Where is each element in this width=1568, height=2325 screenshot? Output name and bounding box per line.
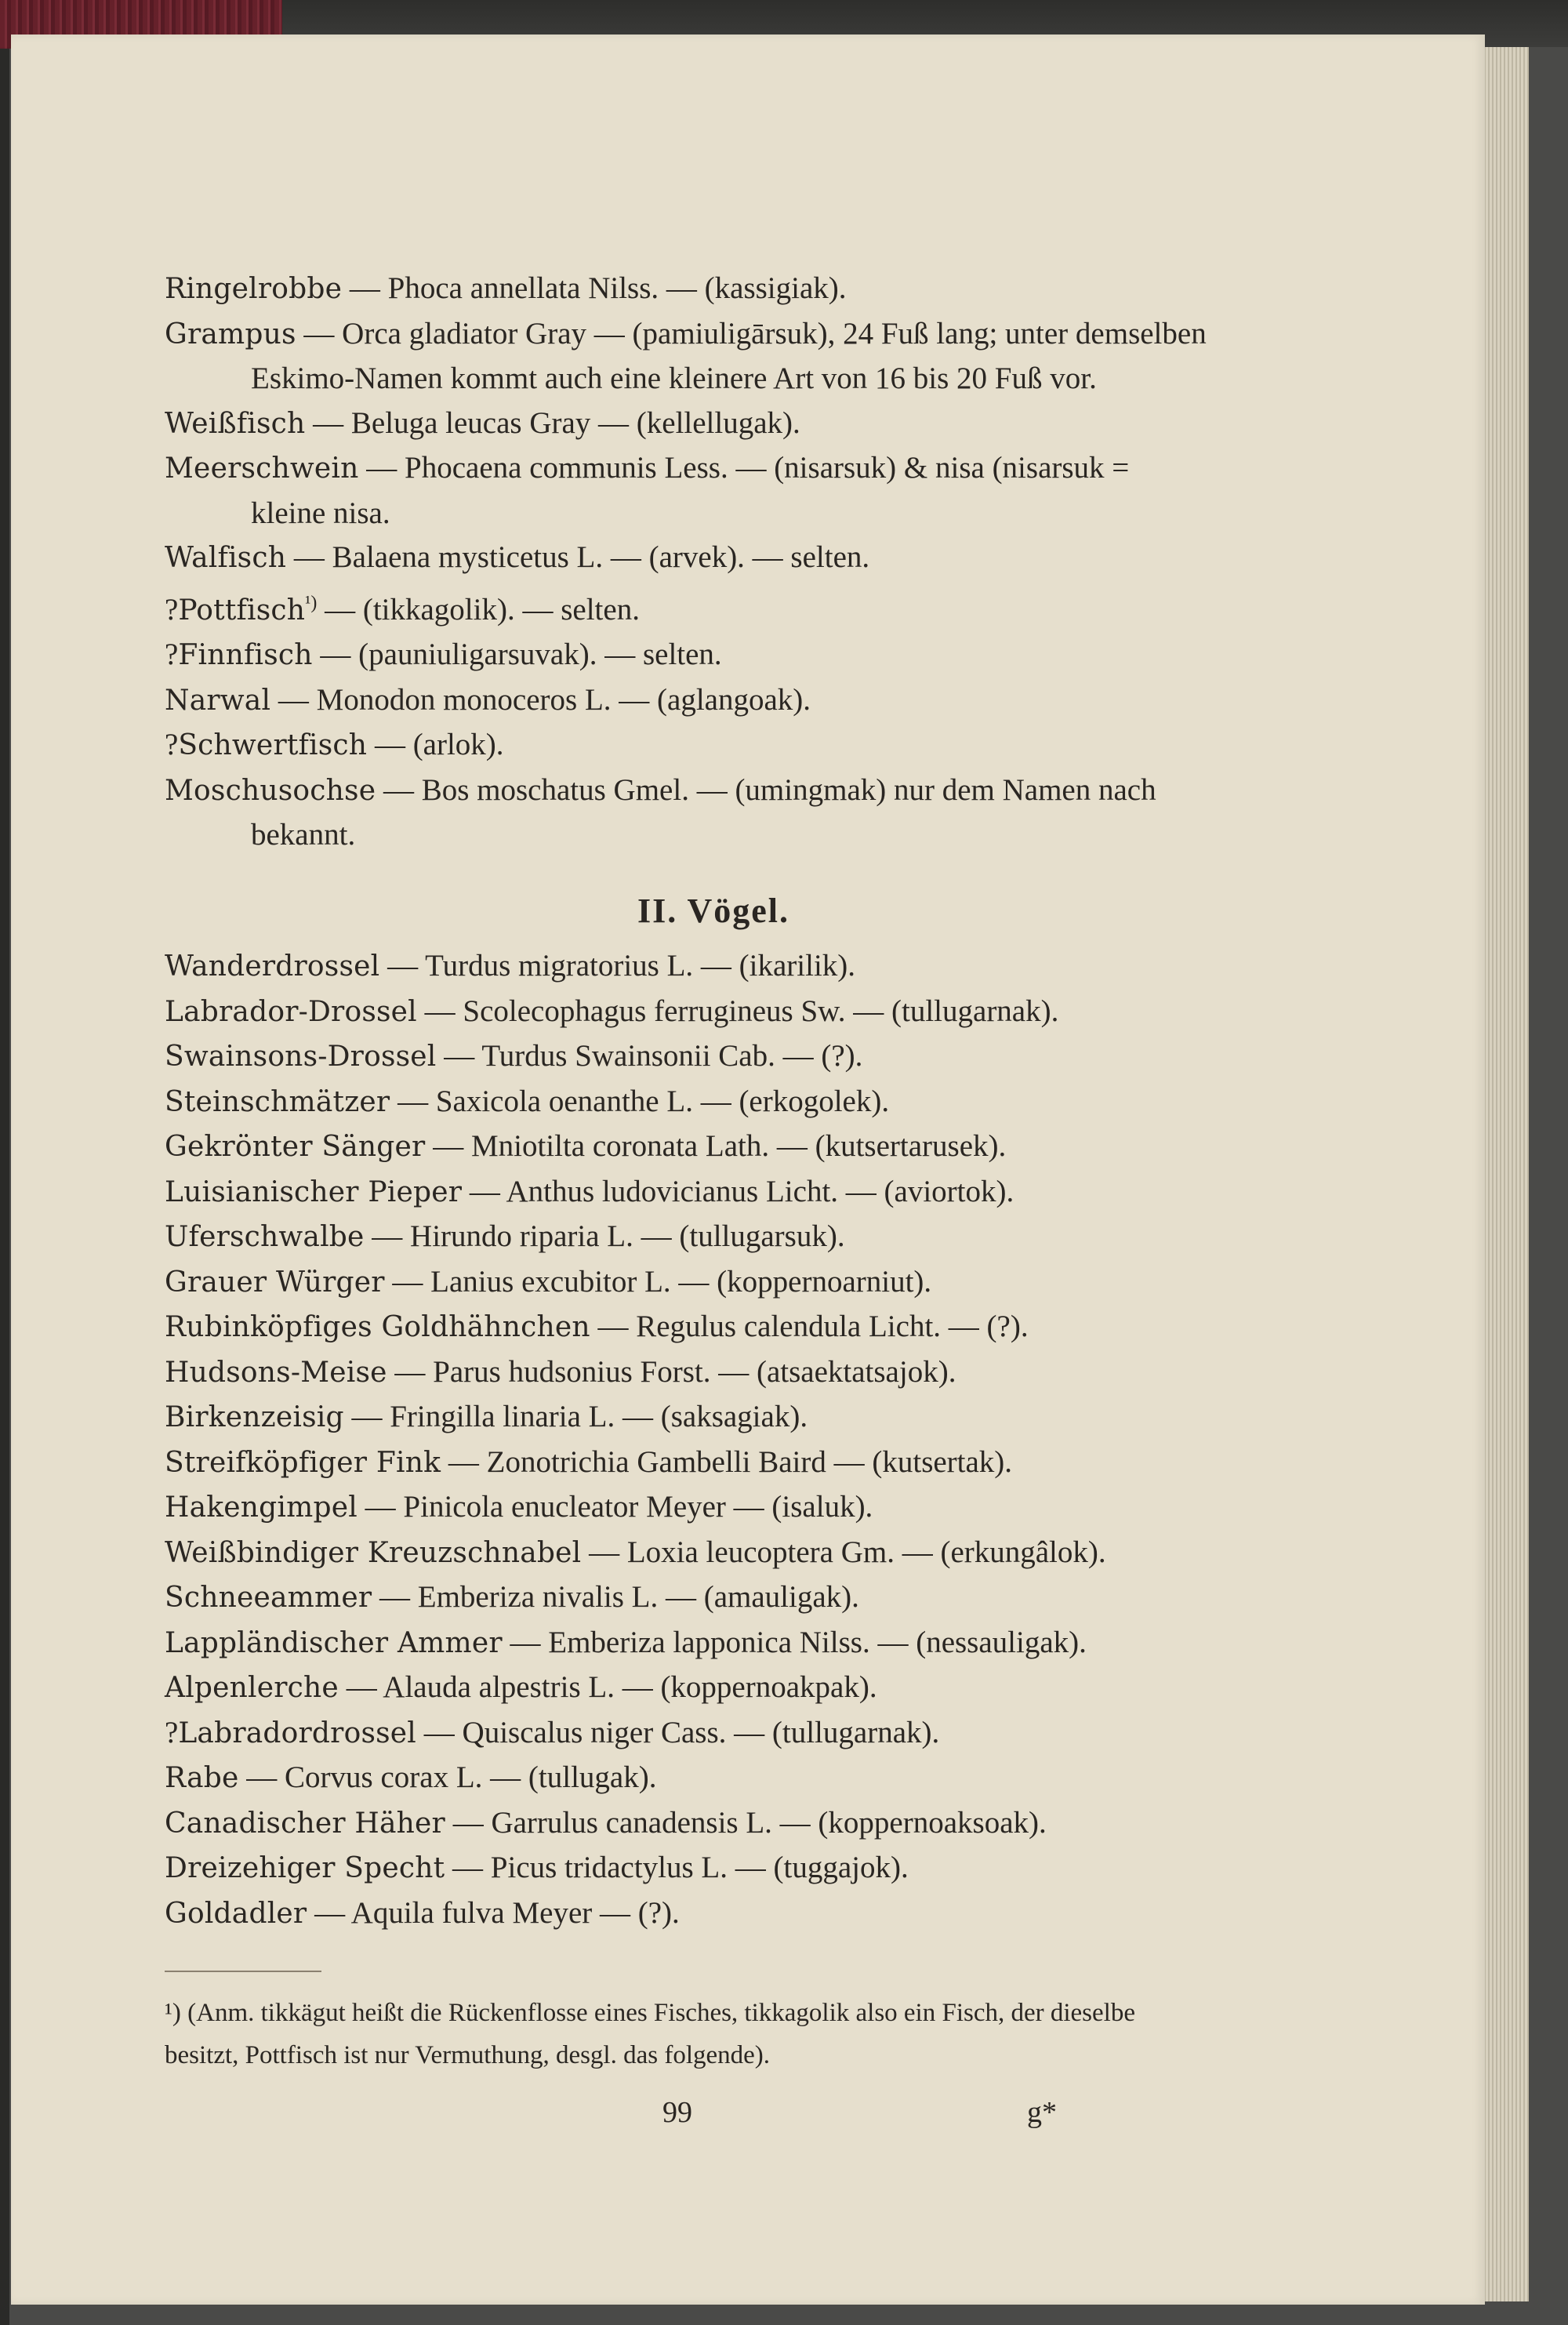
german-name: Meerschwein: [165, 452, 359, 485]
species-description: — Emberiza lapponica Nilss. — (nessauligak).: [502, 1625, 1087, 1659]
species-description: — Parus hudsonius Forst. — (atsaektatsajok).: [387, 1354, 956, 1389]
species-entry: [165, 581, 1207, 634]
german-name: Alpenlerche: [165, 1672, 339, 1704]
species-description: — Loxia leucoptera Gm. — (erkungâlok).: [581, 1535, 1106, 1569]
species-description: — Pinicola enucleator Meyer — (isaluk).: [357, 1490, 873, 1524]
species-entry: [165, 312, 1207, 401]
species-entry: [165, 1440, 1207, 1486]
species-entry: [165, 1124, 1207, 1170]
german-name: Hudsons-Meise: [165, 1356, 387, 1389]
uncertain-marker: ?: [165, 638, 179, 671]
species-description: — Turdus Swainsonii Cab. — (?).: [436, 1039, 863, 1073]
species-description: — (pauniuligarsuvak). — selten.: [312, 638, 722, 671]
german-name: Grampus: [165, 318, 296, 351]
species-description: — (arlok).: [367, 728, 504, 761]
german-name: Canadischer Häher: [165, 1807, 445, 1840]
species-entry: [165, 1711, 1207, 1756]
species-entry: [165, 678, 1207, 724]
german-name: Streifköpfiger Fink: [165, 1446, 441, 1479]
species-entry: [165, 401, 1207, 447]
german-name: Narwal: [165, 684, 271, 717]
german-name: Weißbindiger Kreuzschnabel: [165, 1536, 582, 1569]
species-description: — Emberiza nivalis L. — (amauligak).: [372, 1580, 859, 1614]
footnote-reference: ¹): [305, 592, 318, 613]
german-name: Ringelrobbe: [165, 273, 343, 305]
species-description: — Hirundo riparia L. — (tullugarsuk).: [364, 1219, 845, 1253]
species-entry: [165, 446, 1207, 536]
german-name: Hakengimpel: [165, 1491, 358, 1524]
german-name: Schwertfisch: [178, 729, 368, 761]
bird-list: [165, 944, 1207, 1936]
footnote-divider: [165, 1971, 321, 1972]
species-entry: [165, 1034, 1207, 1080]
species-description: — Quiscalus niger Cass. — (tullugarnak).: [416, 1715, 940, 1749]
species-description: — Scolecophagus ferrugineus Sw. — (tullugarnak).: [416, 994, 1059, 1028]
species-entry: [165, 1170, 1207, 1215]
species-entry: [165, 1666, 1207, 1711]
mammal-list: [165, 267, 1207, 858]
species-description: — Lanius excubitor L. — (koppernoarniut).: [384, 1264, 932, 1299]
species-description: — Corvus corax L. — (tullugak).: [238, 1760, 657, 1794]
species-description: — Phocaena communis Less. — (nisarsuk) & nisa (nisarsuk = kleine nisa.: [251, 451, 1130, 530]
species-description: — Monodon monoceros L. — (aglangoak).: [270, 682, 811, 717]
german-name: Goldadler: [165, 1897, 307, 1930]
species-entry: [165, 1575, 1207, 1621]
german-name: Walfisch: [165, 542, 287, 574]
german-name: Labrador-Drossel: [165, 995, 417, 1028]
footnote-mark: ¹): [165, 1999, 181, 2027]
species-entry: [165, 1080, 1207, 1125]
german-name: Gekrönter Sänger: [165, 1131, 426, 1163]
species-entry: [165, 1215, 1207, 1260]
species-description: — Turdus migratorius L. — (ikarilik).: [379, 949, 856, 983]
german-name: Swainsons-Drossel: [165, 1041, 437, 1073]
species-description: — Zonotrichia Gambelli Baird — (kutsertak).: [441, 1444, 1013, 1479]
section-heading: II. Vögel.: [637, 891, 789, 930]
species-description: — Alauda alpestris L. — (koppernoakpak).: [338, 1670, 877, 1704]
german-name: Schneeammer: [165, 1582, 372, 1614]
species-description: — Orca gladiator Gray — (pamiuligārsuk), 24 Fuß lang; unter demselben Eskimo-Namen kommt auch eine kleinere Art von 16 bis 20 Fuß vor.: [251, 316, 1207, 395]
german-name: Lappländischer Ammer: [165, 1626, 503, 1659]
species-description: — Aquila fulva Meyer — (?).: [307, 1895, 680, 1930]
species-description: — Mniotilta coronata Lath. — (kutsertarusek).: [425, 1129, 1007, 1163]
species-entry: [165, 1846, 1207, 1891]
footnote: [165, 1992, 1200, 2076]
species-entry: [165, 267, 1207, 312]
species-entry: [165, 768, 1207, 858]
german-name: Steinschmätzer: [165, 1085, 390, 1118]
german-name: Uferschwalbe: [165, 1221, 365, 1253]
species-entry: [165, 1350, 1207, 1396]
german-name: Dreizehiger Specht: [165, 1852, 445, 1884]
species-description: — Garrulus canadensis L. — (koppernoaksoak).: [445, 1805, 1047, 1840]
german-name: Finnfisch: [178, 639, 313, 671]
page-number: 99: [662, 2096, 692, 2129]
species-entry: [165, 944, 1207, 990]
german-name: Wanderdrossel: [165, 950, 380, 983]
species-description: — Bos moschatus Gmel. — (umingmak) nur dem Namen nach bekannt.: [251, 772, 1156, 852]
species-entry: [165, 1756, 1207, 1801]
book-binding-edge: [0, 0, 9, 2325]
species-entry: [165, 633, 1207, 678]
german-name: Pottfisch: [178, 594, 306, 627]
german-name: Labradordrossel: [178, 1717, 417, 1749]
species-entry: [165, 1621, 1207, 1666]
german-name: Grauer Würger: [165, 1266, 385, 1299]
uncertain-marker: ?: [165, 592, 179, 627]
german-name: Rabe: [165, 1762, 239, 1794]
german-name: Weißfisch: [165, 407, 306, 440]
species-description: — Balaena mysticetus L. — (arvek). — selten.: [286, 540, 870, 574]
species-description: — Anthus ludovicianus Licht. — (aviortok).: [462, 1174, 1014, 1208]
species-description: — Picus tridactylus L. — (tuggajok).: [445, 1851, 909, 1884]
species-entry: [165, 536, 1207, 581]
signature-mark: g*: [1027, 2096, 1057, 2129]
german-name: Rubinköpfiges Goldhähnchen: [165, 1311, 590, 1343]
species-description: — (tikkagolik). — selten.: [317, 592, 640, 627]
uncertain-marker: ?: [165, 1715, 179, 1749]
species-description: — Fringilla linaria L. — (saksagiak).: [343, 1400, 808, 1433]
species-description: — Phoca annellata Nilss. — (kassigiak).: [342, 271, 847, 305]
german-name: Birkenzeisig: [165, 1401, 344, 1433]
footnote-text: (Anm. tikkägut heißt die Rückenflosse eines Fisches, tikkagolik also ein Fisch, der dieselbe besitzt, Pottfisch ist nur Vermuthung, desgl. das folgende).: [165, 1999, 1135, 2069]
species-entry: [165, 990, 1207, 1035]
species-description: — Regulus calendula Licht. — (?).: [590, 1310, 1029, 1343]
species-description: — Beluga leucas Gray — (kellellugak).: [305, 405, 800, 440]
species-entry: [165, 723, 1207, 768]
page-content: [165, 267, 1207, 1936]
species-entry: [165, 1531, 1207, 1576]
uncertain-marker: ?: [165, 728, 179, 761]
species-entry: [165, 1485, 1207, 1531]
species-description: — Saxicola oenanthe L. — (erkogolek).: [390, 1084, 890, 1118]
german-name: Luisianischer Pieper: [165, 1175, 463, 1208]
species-entry: [165, 1260, 1207, 1306]
german-name: Moschusochse: [165, 774, 376, 807]
species-entry: [165, 1801, 1207, 1847]
species-entry: [165, 1891, 1207, 1937]
species-entry: [165, 1305, 1207, 1350]
species-entry: [165, 1395, 1207, 1440]
